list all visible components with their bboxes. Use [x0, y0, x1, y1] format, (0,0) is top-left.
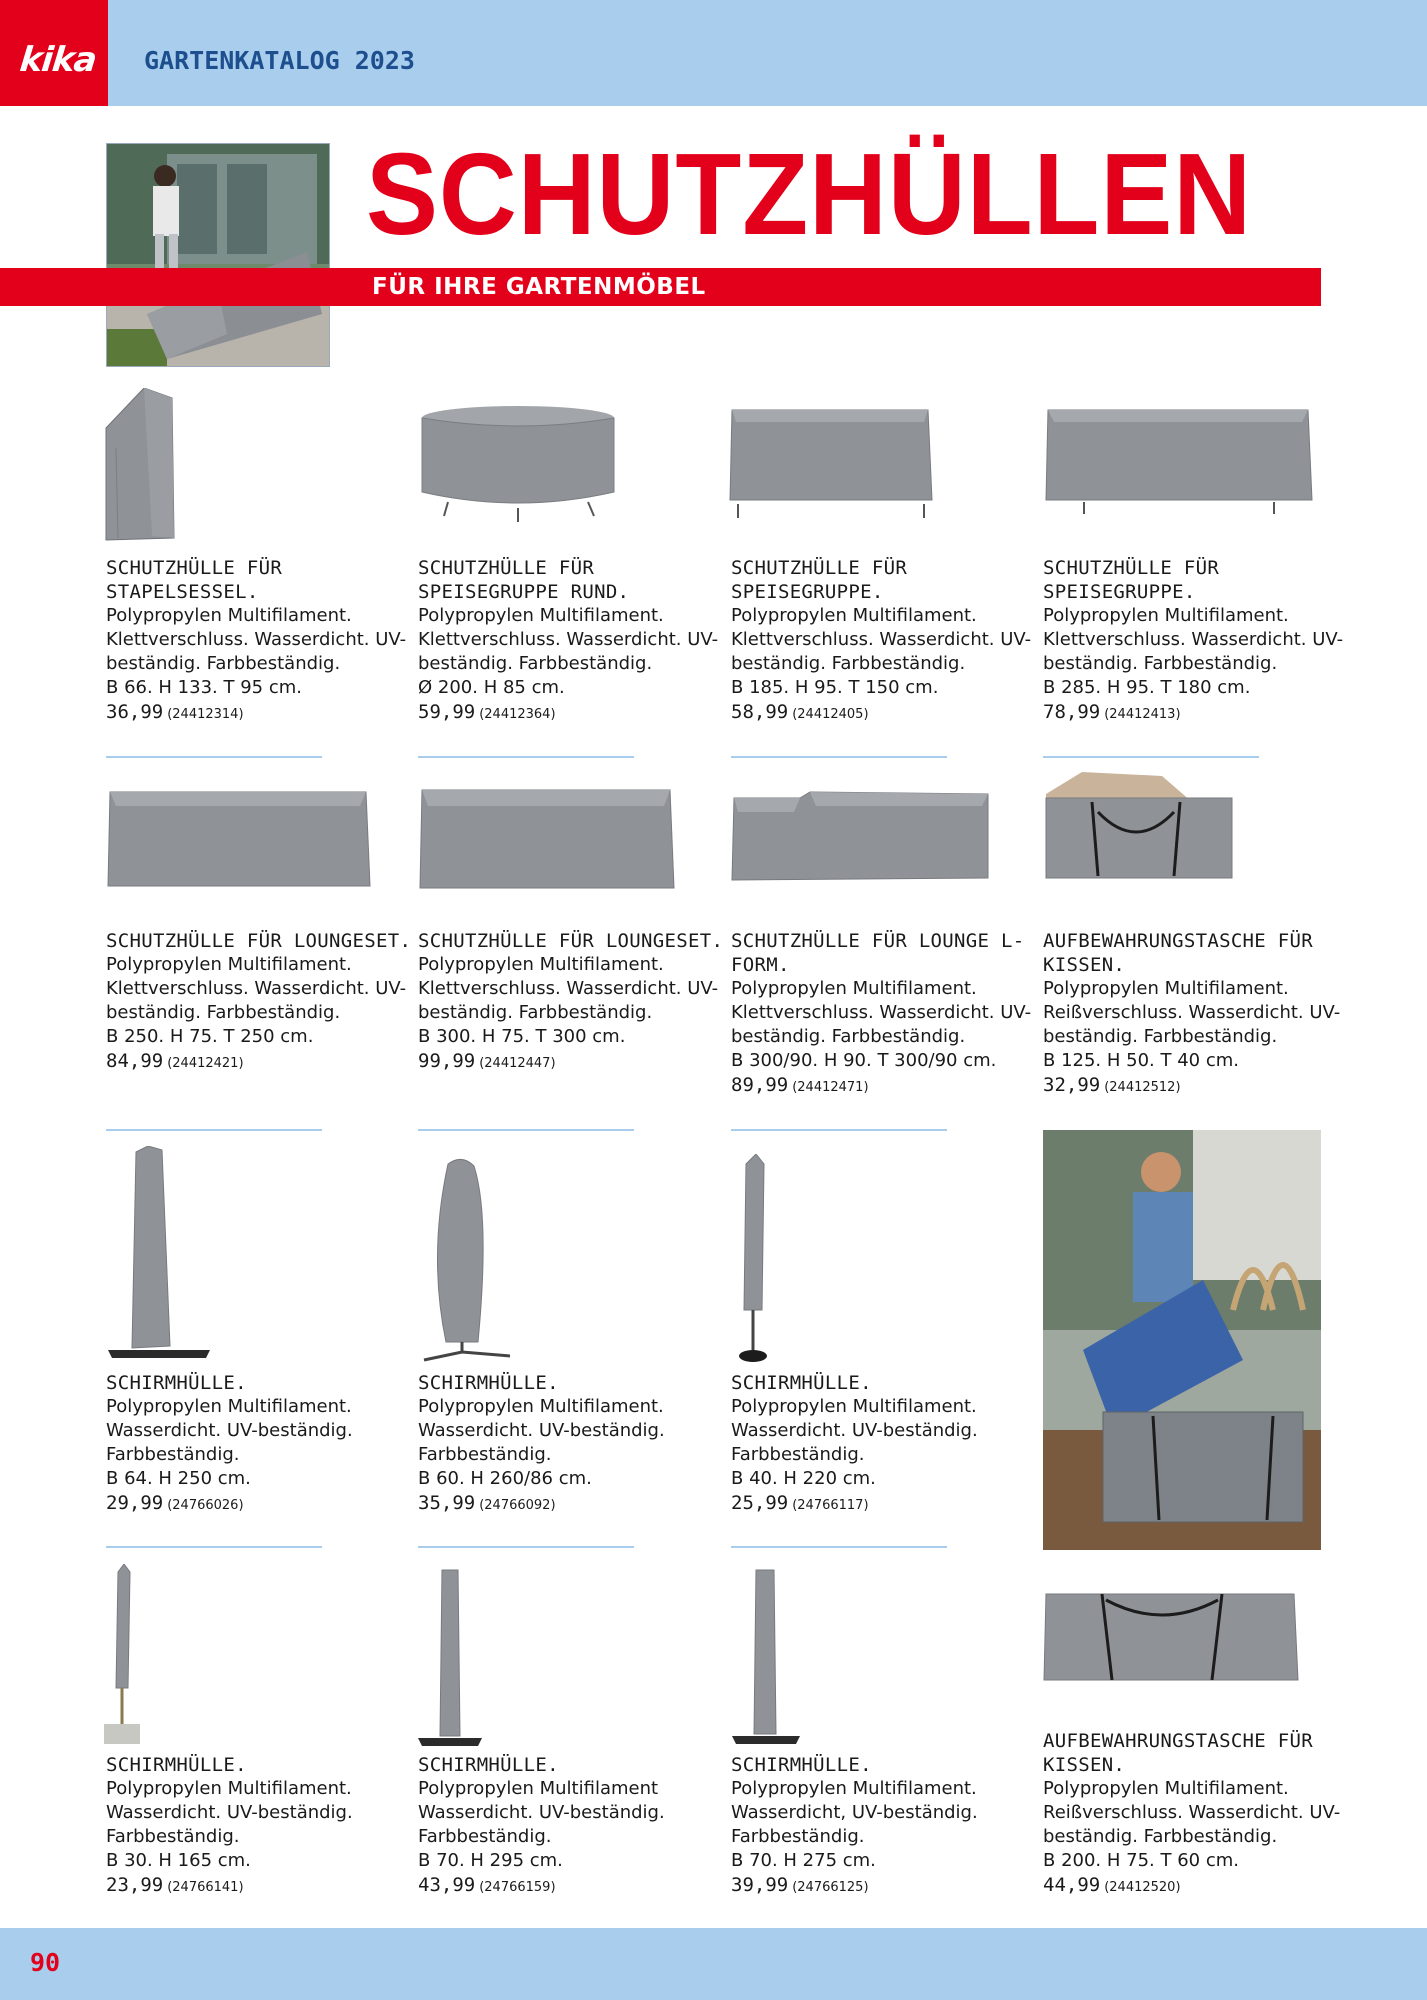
- product-price: 25,99: [731, 1492, 789, 1514]
- product-card: [106, 929, 416, 1076]
- product-title: SCHUTZHÜLLE FÜR SPEISEGRUPPE.: [731, 557, 908, 603]
- product-card: [1043, 556, 1353, 727]
- product-price-line: [731, 1073, 1041, 1100]
- product-card: [106, 1371, 416, 1518]
- product-price-line: [418, 1873, 728, 1900]
- product-price: 36,99: [106, 701, 164, 723]
- product-price: 23,99: [106, 1874, 164, 1896]
- product-dimensions: B 40. H 220 cm.: [731, 1468, 876, 1489]
- product-dimensions: B 60. H 260/86 cm.: [418, 1468, 592, 1489]
- product-dimensions: B 250. H 75. T 250 cm.: [106, 1026, 314, 1047]
- footer-bar: [0, 1928, 1427, 2000]
- product-title: SCHIRMHÜLLE.: [731, 1372, 872, 1394]
- product-code: (24412314): [167, 707, 244, 722]
- product-dimensions: B 185. H 95. T 150 cm.: [731, 677, 939, 698]
- hero-photo: [106, 143, 330, 367]
- product-price-line: [1043, 1873, 1353, 1900]
- product-image-dining-set-cover-large[interactable]: [1044, 406, 1314, 518]
- product-image-umbrella-cover-70-275[interactable]: [730, 1568, 802, 1752]
- product-code: (24766026): [167, 1498, 244, 1513]
- product-code: (24766159): [479, 1880, 556, 1895]
- product-title: SCHUTZHÜLLE FÜR LOUNGE L-FORM.: [731, 930, 1025, 976]
- product-image-lounge-l-form-cover[interactable]: [730, 790, 992, 892]
- product-price: 59,99: [418, 701, 476, 723]
- product-price-line: [418, 1049, 728, 1076]
- product-title: SCHUTZHÜLLE FÜR LOUNGESET.: [106, 930, 412, 952]
- product-title: AUFBEWAHRUNGSTASCHE FÜR KISSEN.: [1043, 1730, 1313, 1776]
- product-image-dining-set-cover-small[interactable]: [728, 404, 934, 524]
- product-dimensions: Ø 200. H 85 cm.: [418, 677, 565, 698]
- product-price-line: [1043, 1073, 1353, 1100]
- product-dimensions: B 300/90. H 90. T 300/90 cm.: [731, 1050, 997, 1071]
- product-code: (24412405): [792, 707, 869, 722]
- product-dimensions: B 30. H 165 cm.: [106, 1850, 251, 1871]
- product-card: [418, 1371, 728, 1518]
- divider: [106, 1129, 322, 1131]
- page-subheadline: FÜR IHRE GARTENMÖBEL: [372, 274, 706, 300]
- divider: [731, 1129, 947, 1131]
- product-image-umbrella-cover-70-295[interactable]: [416, 1568, 486, 1752]
- product-price: 89,99: [731, 1074, 789, 1096]
- product-price-line: [1043, 700, 1353, 727]
- product-price: 39,99: [731, 1874, 789, 1896]
- product-code: (24412421): [167, 1056, 244, 1071]
- product-code: (24412447): [479, 1056, 556, 1071]
- product-price-line: [731, 700, 1041, 727]
- product-title: SCHIRMHÜLLE.: [106, 1372, 247, 1394]
- kika-logo[interactable]: [0, 0, 108, 106]
- product-code: (24766125): [792, 1880, 869, 1895]
- product-dimensions: B 285. H 95. T 180 cm.: [1043, 677, 1251, 698]
- product-price: 32,99: [1043, 1074, 1101, 1096]
- product-code: (24766092): [479, 1498, 556, 1513]
- product-card: [418, 1753, 728, 1900]
- page-headline: SCHUTZHÜLLEN: [366, 129, 1253, 259]
- product-image-umbrella-cover-40[interactable]: [732, 1154, 792, 1368]
- product-price: 35,99: [418, 1492, 476, 1514]
- product-description: Polypropylen Multifilament. Reißverschluss. Wasserdicht. UV-beständig. Farbbeständig.: [1043, 978, 1341, 1047]
- product-card: [418, 929, 728, 1076]
- product-card: [106, 1753, 416, 1900]
- product-description: Polypropylen Multifilament. Klettverschluss. Wasserdicht. UV-beständig. Farbbeständig.: [1043, 605, 1344, 674]
- lifestyle-photo-cushion-bag: [1043, 1130, 1321, 1550]
- product-card: [731, 1753, 1041, 1900]
- product-price-line: [731, 1873, 1041, 1900]
- product-image-umbrella-cover-30[interactable]: [100, 1564, 160, 1750]
- product-image-loungeset-cover-250[interactable]: [106, 786, 372, 896]
- product-description: Polypropylen Multifilament. Wasserdicht, UV-beständig. Farbbeständig.: [731, 1778, 978, 1847]
- divider: [731, 756, 947, 758]
- product-description: Polypropylen Multifilament. Wasserdicht. UV-beständig. Farbbeständig.: [106, 1778, 353, 1847]
- product-code: (24412471): [792, 1080, 869, 1095]
- product-description: Polypropylen Multifilament. Klettverschluss. Wasserdicht. UV-beständig. Farbbeständig.: [106, 605, 407, 674]
- product-price-line: [418, 1491, 728, 1518]
- product-dimensions: B 70. H 295 cm.: [418, 1850, 563, 1871]
- product-price: 78,99: [1043, 701, 1101, 723]
- product-image-cushion-bag-large[interactable]: [1042, 1590, 1300, 1686]
- product-description: Polypropylen Multifilament. Klettverschluss. Wasserdicht. UV-beständig. Farbbeständig.: [731, 605, 1032, 674]
- product-title: SCHIRMHÜLLE.: [418, 1372, 559, 1394]
- product-code: (24412512): [1104, 1080, 1181, 1095]
- product-dimensions: B 300. H 75. T 300 cm.: [418, 1026, 626, 1047]
- divider: [731, 1546, 947, 1548]
- product-image-loungeset-cover-300[interactable]: [418, 784, 676, 896]
- product-dimensions: B 64. H 250 cm.: [106, 1468, 251, 1489]
- product-card: [731, 556, 1041, 727]
- product-price-line: [418, 700, 728, 727]
- product-description: Polypropylen Multifilament. Wasserdicht. UV-beständig. Farbbeständig.: [106, 1396, 353, 1465]
- product-dimensions: B 66. H 133. T 95 cm.: [106, 677, 302, 698]
- product-price-line: [731, 1491, 1041, 1518]
- product-price: 58,99: [731, 701, 789, 723]
- product-title: SCHUTZHÜLLE FÜR STAPELSESSEL.: [106, 557, 283, 603]
- product-card: [731, 929, 1041, 1100]
- product-price: 29,99: [106, 1492, 164, 1514]
- divider: [1043, 756, 1259, 758]
- product-card: [1043, 929, 1353, 1100]
- product-price: 84,99: [106, 1050, 164, 1072]
- product-code: (24412413): [1104, 707, 1181, 722]
- product-card: [106, 556, 416, 727]
- product-description: Polypropylen Multifilament. Klettverschluss. Wasserdicht. UV-beständig. Farbbeständig.: [418, 954, 719, 1023]
- product-code: (24412364): [479, 707, 556, 722]
- product-title: SCHIRMHÜLLE.: [106, 1754, 247, 1776]
- divider: [418, 756, 634, 758]
- product-title: SCHUTZHÜLLE FÜR LOUNGESET.: [418, 930, 724, 952]
- product-image-umbrella-cover-64[interactable]: [106, 1146, 216, 1362]
- product-price: 99,99: [418, 1050, 476, 1072]
- product-image-round-table-cover[interactable]: [418, 404, 618, 524]
- product-title: AUFBEWAHRUNGSTASCHE FÜR KISSEN.: [1043, 930, 1313, 976]
- product-title: SCHIRMHÜLLE.: [731, 1754, 872, 1776]
- product-description: Polypropylen Multifilament. Klettverschluss. Wasserdicht. UV-beständig. Farbbeständig.: [731, 978, 1032, 1047]
- product-dimensions: B 125. H 50. T 40 cm.: [1043, 1050, 1239, 1071]
- product-image-umbrella-cover-60[interactable]: [418, 1156, 518, 1362]
- product-image-cushion-bag-small[interactable]: [1042, 772, 1238, 884]
- product-dimensions: B 200. H 75. T 60 cm.: [1043, 1850, 1239, 1871]
- product-description: Polypropylen Multifilament. Klettverschluss. Wasserdicht. UV-beständig. Farbbeständig.: [418, 605, 719, 674]
- product-price: 43,99: [418, 1874, 476, 1896]
- divider: [106, 756, 322, 758]
- product-description: Polypropylen Multifilament. Wasserdicht. UV-beständig. Farbbeständig.: [418, 1396, 665, 1465]
- product-description: Polypropylen Multifilament. Klettverschluss. Wasserdicht. UV-beständig. Farbbeständig.: [106, 954, 407, 1023]
- product-image-stapelsessel-cover[interactable]: [104, 388, 184, 548]
- product-price-line: [106, 1491, 416, 1518]
- product-dimensions: B 70. H 275 cm.: [731, 1850, 876, 1871]
- logo-text: kika: [17, 40, 98, 80]
- product-card: [1043, 1729, 1353, 1900]
- product-description: Polypropylen Multifilament. Wasserdicht. UV-beständig. Farbbeständig.: [731, 1396, 978, 1465]
- divider: [106, 1546, 322, 1548]
- divider: [418, 1129, 634, 1131]
- product-description: Polypropylen Multifilament Wasserdicht. UV-beständig. Farbbeständig.: [418, 1778, 665, 1847]
- product-card: [731, 1371, 1041, 1518]
- product-price-line: [106, 1873, 416, 1900]
- product-code: (24412520): [1104, 1880, 1181, 1895]
- product-card: [418, 556, 728, 727]
- product-code: (24766141): [167, 1880, 244, 1895]
- product-price: 44,99: [1043, 1874, 1101, 1896]
- product-title: SCHIRMHÜLLE.: [418, 1754, 559, 1776]
- divider: [418, 1546, 634, 1548]
- product-price-line: [106, 700, 416, 727]
- product-code: (24766117): [792, 1498, 869, 1513]
- product-title: SCHUTZHÜLLE FÜR SPEISEGRUPPE RUND.: [418, 557, 630, 603]
- page-number: 90: [30, 1948, 61, 1977]
- product-title: SCHUTZHÜLLE FÜR SPEISEGRUPPE.: [1043, 557, 1220, 603]
- product-description: Polypropylen Multifilament. Reißverschluss. Wasserdicht. UV-beständig. Farbbeständig.: [1043, 1778, 1341, 1847]
- product-price-line: [106, 1049, 416, 1076]
- catalog-title: GARTENKATALOG 2023: [144, 46, 415, 75]
